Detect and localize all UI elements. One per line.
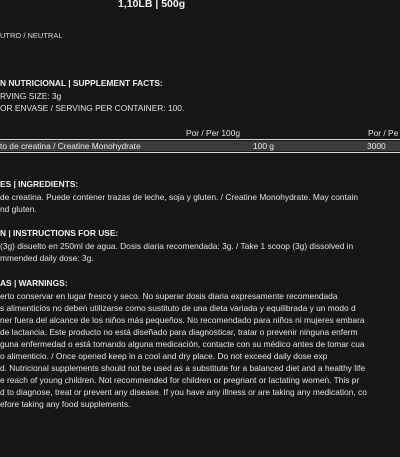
warnings-line: o alimenticio. / Once opened keep in a cool and dry place. Do not exceed daily dose exp bbox=[0, 351, 328, 361]
instructions-title: N | INSTRUCTIONS FOR USE: bbox=[0, 228, 119, 238]
flavour-label: UTRO / NEUTRAL bbox=[0, 31, 63, 40]
warnings-line: d. Nutricional supplements should not be used as a substitute for a balanced diet and a healthy life bbox=[0, 363, 366, 373]
warnings-line: guna enfermedad o está tomando alguna medicación, contacte con su médico antes de tomar cua bbox=[0, 339, 365, 349]
warnings-title: AS | WARNINGS: bbox=[0, 278, 68, 288]
nutrient-name bbox=[0, 141, 141, 151]
warnings-line: s alimenticios no deben utilizarse como sustituto de una dieta variada y equilibrada y un modo d bbox=[0, 303, 356, 313]
serving-size: RVING SIZE: 3g bbox=[0, 91, 62, 101]
ingredients-line: nd gluten. bbox=[0, 204, 37, 214]
table-bottom-rule bbox=[0, 152, 400, 153]
column-header-per-100g: Por / Per 100g bbox=[186, 128, 241, 138]
warnings-line: efore taking any food supplements. bbox=[0, 399, 131, 409]
warnings-line: erto conservar en lugar fresco y seco. No superar dosis diaria expresamente recomendada bbox=[0, 291, 338, 301]
table-top-rule bbox=[0, 139, 400, 140]
warnings-line: de lactancia. Este producto no está diseñado para diagnosticar, tratar o prevenir ninguna enferm bbox=[0, 327, 358, 337]
nutrient-name-es: to de creatina / bbox=[0, 141, 58, 151]
nutrient-per-serving: 3000 bbox=[367, 141, 386, 151]
column-header-per-serving: Por / Pe bbox=[368, 128, 399, 138]
nutrient-per-100g: 100 g bbox=[253, 141, 274, 151]
net-weight: 1,10LB | 500g bbox=[118, 0, 186, 10]
nutrient-name-en: Creatine Monohydrate bbox=[57, 141, 141, 151]
warnings-line: e reach of young children. Not recommended for children or pregnant or lactating women. This pr bbox=[0, 375, 360, 385]
ingredients-line: de creatina. Puede contener trazas de leche, soja y gluten. / Creatine Monohydrate. May contain bbox=[0, 192, 359, 202]
instructions-line: (3g) disuelto en 250ml de agua. Dosis diaria recomendada: 3g. / Take 1 scoop (3g) dissolved in bbox=[0, 241, 354, 251]
instructions-line: mmended daily dose: 3g. bbox=[0, 253, 94, 263]
warnings-line: d to diagnose, treat or prevent any disease. If you have any illness or are taking any medication, co bbox=[0, 387, 367, 397]
warnings-line: ner fuera del alcance de los niños más pequeños. No recomendado para niños ni mujeres embara bbox=[0, 315, 365, 325]
nutrition-title: N NUTRICIONAL | SUPPLEMENT FACTS: bbox=[0, 78, 163, 88]
ingredients-title: ES | INGREDIENTS: bbox=[0, 179, 79, 189]
servings-per-container: OR ENVASE / SERVING PER CONTAINER: 100. bbox=[0, 103, 185, 113]
